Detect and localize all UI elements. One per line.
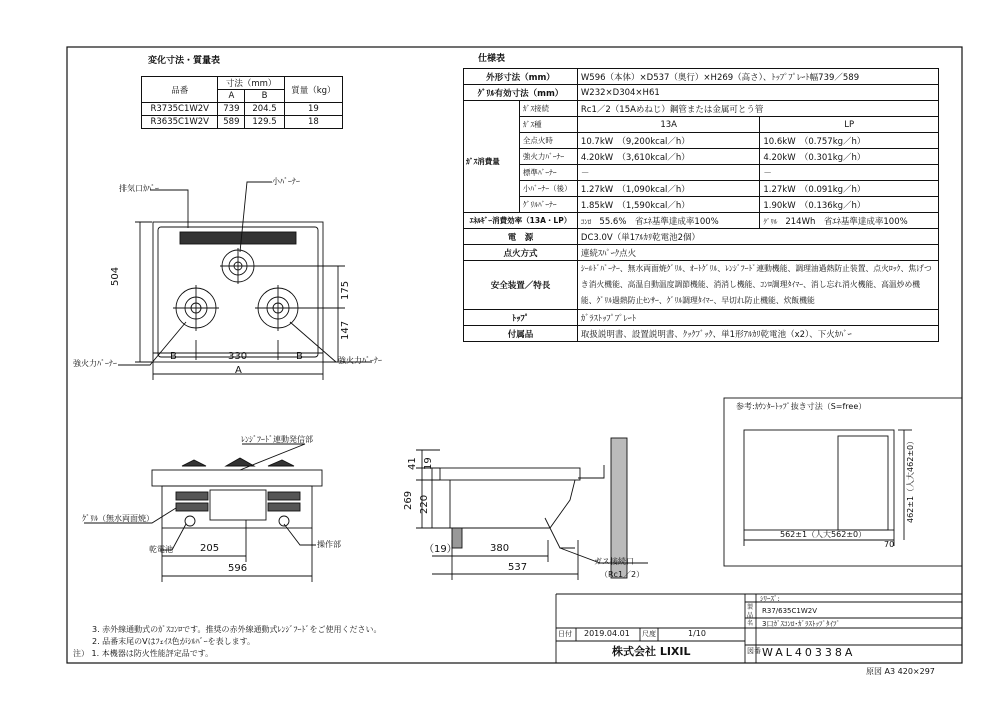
cutout-frame (724, 398, 962, 566)
top-plate (158, 227, 318, 357)
spec-gas-conn-value: Rc1／2（15Aめねじ）鋼管または金属可とう管 (577, 101, 938, 117)
table-row (142, 116, 343, 129)
energy-konro-value: 55.6% 省ｴﾈ基準達成率100% (599, 216, 719, 227)
spec-accessories-value: 取扱説明書、設置説明書、ｸｯｸﾌﾞｯｸ、単1形ｱﾙｶﾘ乾電池（x2）、下火ｶﾊﾞｰ (577, 326, 938, 342)
spec-gas-lp: LP (760, 117, 939, 133)
row-label: 強火力ﾊﾞｰﾅｰ (519, 149, 577, 165)
spec-outer-value: W596（本体）×D537（奥行）×H269（高さ）、ﾄｯﾌﾟﾌﾟﾚｰﾄ幅739／589 (577, 69, 938, 85)
strong-burner-left (173, 285, 219, 331)
cell-a: 589 (218, 116, 245, 129)
row-lp: － (760, 165, 939, 181)
cell-mass: 19 (284, 103, 342, 116)
row-label: 小ﾊﾞｰﾅｰ（後） (519, 181, 577, 197)
cutout-title: 参考:ｶｳﾝﾀｰﾄｯﾌﾟ抜き寸法（S=free） (736, 402, 867, 411)
spec-table (463, 68, 939, 342)
spec-gas-13a: 13A (577, 117, 759, 133)
dim-depth: 504 (110, 266, 121, 286)
row-lp: 1.90kW （0.136kg／h） (760, 197, 939, 213)
cell-mass: 18 (284, 116, 342, 129)
scale-value: 1/10 (688, 629, 706, 638)
energy-grill-label: ｸﾞﾘﾙ (763, 217, 778, 226)
row-13a: 1.27kW （1,090kcal／h） (577, 181, 759, 197)
dim-147: 147 (340, 320, 351, 340)
spec-top-value: ｶﾞﾗｽﾄｯﾌﾟﾌﾟﾚｰﾄ (577, 310, 938, 326)
date-value: 2019.04.01 (584, 629, 630, 638)
dim-a: A (235, 365, 242, 376)
dim-175: 175 (340, 280, 351, 300)
strong-burner-right (255, 285, 301, 331)
gas-inlet-spec: （Rc1／2） (600, 570, 645, 579)
spec-power-value: DC3.0V（単1ｱﾙｶﾘ乾電池2個） (577, 229, 938, 245)
series-value: R37/635C1W2V (762, 607, 817, 615)
spec-gas-type-label: ｶﾞｽ種 (519, 117, 577, 133)
dim-19-bottom: （19） (424, 544, 457, 555)
spec-ignition-value: 連続ｽﾊﾟｰｸ点火 (577, 245, 938, 261)
row-label: 全点火時 (519, 133, 577, 149)
dim-596: 596 (228, 563, 248, 574)
dim-41: 41 (407, 457, 418, 470)
grill-label: ｸﾞﾘﾙ（無水両面焼） (82, 514, 154, 523)
dim-220: 220 (419, 494, 430, 514)
battery-label: 乾電池 (149, 545, 173, 554)
dim-380: 380 (490, 543, 510, 554)
dim-269: 269 (403, 490, 414, 510)
cutout-dim-70: 70 (884, 540, 895, 549)
cell-model: R3635C1W2V (142, 116, 218, 129)
header-b: B (245, 90, 284, 103)
dim-b-right: B (296, 351, 303, 362)
table-row (464, 181, 939, 197)
energy-konro-label: ｺﾝﾛ (580, 217, 592, 226)
product-value: 3口ｶﾞｽｺﾝﾛ･ｶﾞﾗｽﾄｯﾌﾟﾀｲﾌﾟ (762, 620, 840, 628)
spec-top-label: ﾄｯﾌﾟ (464, 310, 578, 326)
spec-energy-label: ｴﾈﾙｷﾞｰ消費効率（13A・LP） (464, 213, 578, 229)
dim-205: 205 (200, 543, 220, 554)
note-3: 3. 赤外線通動式のｶﾞｽｺﾝﾛです。推奨の赤外線通動式ﾚﾝｼﾞﾌｰﾄﾞをご使用ください。 (92, 625, 382, 634)
spec-accessories-label: 付属品 (464, 326, 578, 342)
series-label: ｼﾘｰｽﾞ: (760, 595, 780, 603)
strong-burner-left-label: 強火力ﾊﾞｰﾅｰ (73, 359, 117, 368)
row-label: 標準ﾊﾞｰﾅｰ (519, 165, 577, 181)
small-burner-label: 小ﾊﾞｰﾅｰ (272, 177, 300, 186)
scale-label: 尺度 (642, 630, 656, 638)
spec-outer-label: 外形寸法（mm） (464, 69, 578, 85)
exhaust-cover-label: 排気口ｶﾊﾞｰ (119, 184, 159, 193)
date-label: 日付 (558, 630, 572, 638)
header-a: A (218, 90, 245, 103)
header-dims: 寸法（mm） (218, 77, 284, 90)
drawing-number: WAL40338A (762, 646, 856, 659)
name-label: 製品名 (747, 604, 754, 627)
gas-inlet-label: ガス接続口 (594, 557, 634, 566)
cell-a: 739 (218, 103, 245, 116)
dim-330: 330 (228, 351, 248, 362)
row-lp: 4.20kW （0.301kg／h） (760, 149, 939, 165)
dim-537: 537 (508, 562, 528, 573)
cutout-width: 562±1（人大562±0） (780, 530, 867, 539)
spec-ignition-label: 点火方式 (464, 245, 578, 261)
row-13a: － (577, 165, 759, 181)
cell-b: 129.5 (245, 116, 284, 129)
variant-table (141, 76, 343, 129)
note-2: 2. 品番末尾のVはﾌｪｲｽ色がｼﾙﾊﾞｰを表します。 (92, 637, 256, 646)
row-13a: 4.20kW （3,610kcal／h） (577, 149, 759, 165)
energy-grill-value: 214Wh 省ｴﾈ基準達成率100% (785, 216, 908, 227)
gas-consumption-label: ｶﾞｽ消費量 (466, 157, 500, 166)
side-top-plate (440, 468, 580, 480)
table-row (464, 165, 939, 181)
cell-model: R3735C1W2V (142, 103, 218, 116)
row-lp: 10.6kW （0.757kg／h） (760, 133, 939, 149)
control-label: 操作部 (317, 540, 341, 549)
front-top-plate (152, 470, 322, 486)
spec-gas-conn-label: ｶﾞｽ接続 (519, 101, 577, 117)
cell-b: 204.5 (245, 103, 284, 116)
company-name: 株式会社 LIXIL (612, 645, 691, 658)
spec-grill-value: W232×D304×H61 (577, 85, 938, 101)
cutout-depth: 462±1（人大462±0） (906, 436, 915, 523)
header-model: 品番 (142, 77, 218, 103)
table-row (464, 197, 939, 213)
row-13a: 1.85kW （1,590kcal／h） (577, 197, 759, 213)
row-13a: 10.7kW （9,200kcal／h） (577, 133, 759, 149)
table-row (142, 103, 343, 116)
table-row (464, 149, 939, 165)
strong-burner-right-label: 強火力ﾊﾞｰﾅｰ (338, 356, 382, 365)
exhaust-cover (180, 232, 296, 244)
cutout-diagram (724, 398, 962, 566)
cutout-hole (838, 436, 888, 530)
spec-power-label: 電 源 (464, 229, 578, 245)
drawing-label: 図番 (747, 647, 761, 655)
note-1: 注） 1. 本機器は防火性能評定品です。 (73, 649, 214, 658)
dim-19: 19 (423, 457, 434, 470)
paper-size: 原図 A3 420×297 (866, 667, 935, 676)
variant-table-caption: 変化寸法・質量表 (148, 56, 221, 66)
row-label: ｸﾞﾘﾙﾊﾞｰﾅｰ (519, 197, 577, 213)
table-row (464, 133, 939, 149)
spec-grill-label: ｸﾞﾘﾙ有効寸法（mm） (464, 85, 578, 101)
hood-link-label: ﾚﾝｼﾞﾌｰﾄﾞ連動発信部 (241, 435, 313, 444)
header-mass: 質量（kg） (284, 77, 342, 103)
row-lp: 1.27kW （0.091kg／h） (760, 181, 939, 197)
small-burner-rear (220, 248, 256, 284)
counter-outline (744, 430, 894, 530)
front-view (84, 444, 322, 582)
dim-b-left: B (170, 351, 177, 362)
spec-table-caption: 仕様表 (478, 54, 506, 64)
spec-safety-value: ｼｰﾙﾄﾞﾊﾞｰﾅｰ、無水両面焼ｸﾞﾘﾙ、ｵｰﾄｸﾞﾘﾙ、ﾚﾝｼﾞﾌｰﾄﾞ連動機能、調理油過熱防止装置、点火ﾛｯｸ、焦げつき消火機能、高温自動温度調節機能、消消し機能、ｺﾝﾛ調理ﾀｲﾏｰ、消し忘れ消火機能、高温炒め機能、ｸﾞﾘﾙ過熱防止ｾﾝｻｰ、ｸﾞﾘﾙ調理ﾀｲﾏｰ、早切れ防止機能、炊飯機能 (577, 261, 938, 310)
spec-safety-label: 安全装置／特長 (464, 261, 578, 310)
